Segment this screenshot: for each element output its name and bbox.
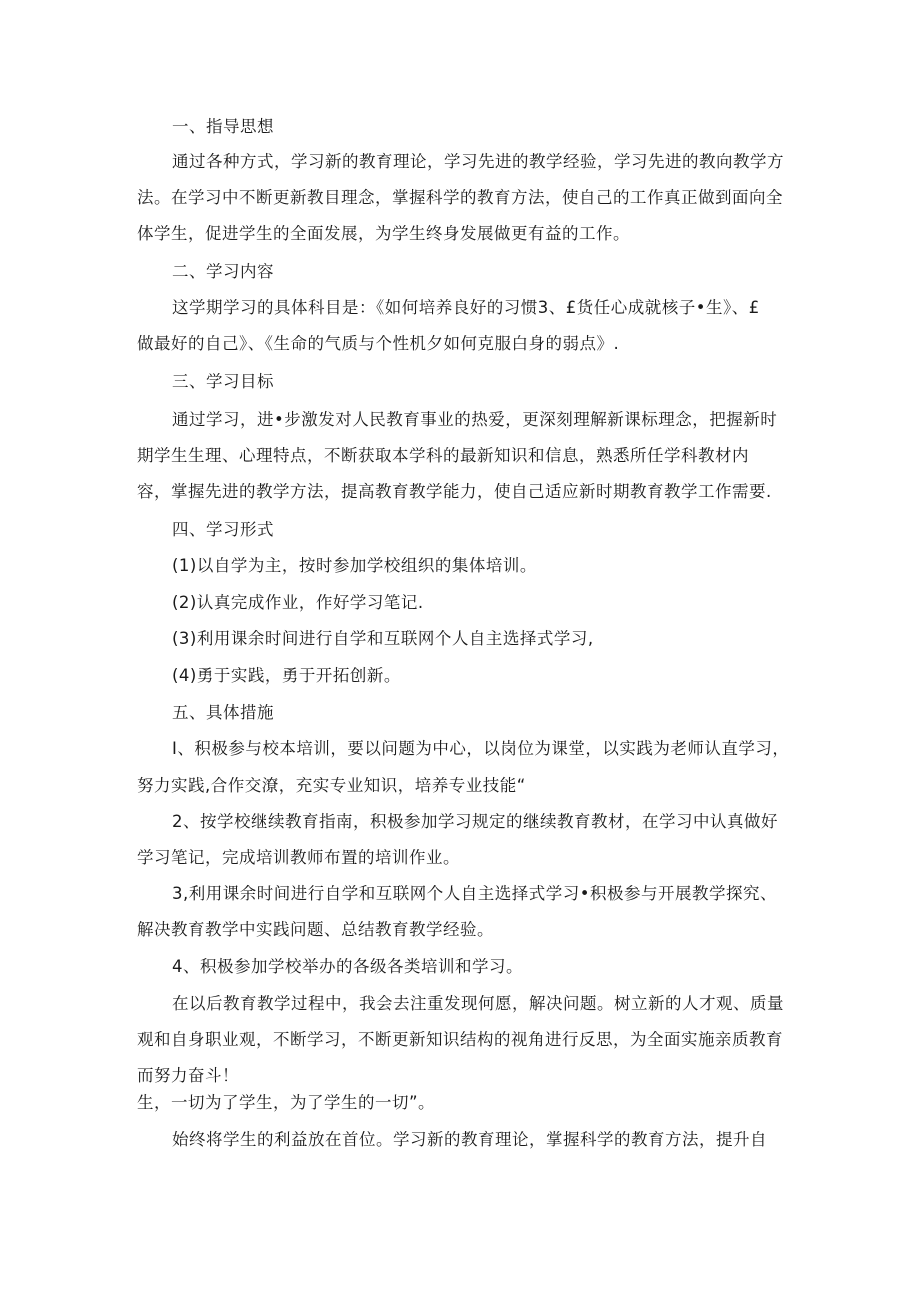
list-item-continuation: 解决教育教学中实践问题、总结教育教学经验。 — [137, 920, 494, 939]
paragraph-line: 通过各种方式，学习新的教育理论，学习先进的教学经验，学习先进的教向教学方 — [172, 152, 784, 171]
paragraph-line: 生，一切为了学生，为了学生的一切”。 — [137, 1093, 436, 1112]
paragraph-line: 而努力奋斗！ — [137, 1066, 239, 1085]
list-item: 2、按学校继续教育指南，积极参加学习规定的继续教育教材，在学习中认真做好 — [172, 812, 778, 831]
paragraph-line: 期学生生理、心理特点，不断获取本学科的最新知识和信息，熟悉所任学科教材内 — [137, 446, 749, 465]
paragraph-line: 观和自身职业观，不断学习，不断更新知识结构的视角进行反思，为全面实施亲质教育 — [137, 1030, 783, 1049]
paragraph-line: 通过学习，进•步激发对人民教育事业的热爱，更深刻理解新课标理念，把握新时 — [172, 410, 778, 429]
heading-specific-measures: 五、具体措施 — [172, 703, 274, 722]
list-item: (2)认真完成作业，作好学习笔记. — [172, 593, 424, 612]
paragraph-line: 体学生，促进学生的全面发展，为学生终身发展做更有益的工作。 — [137, 224, 630, 243]
paragraph-line: 容，掌握先进的教学方法，提高教育教学能力，使自己适应新时期教育教学工作需要. — [137, 482, 772, 501]
list-item: 3,利用课余时间进行自学和互联网个人自主选择式学习•积极参与开展教学探究、 — [172, 884, 777, 903]
list-item: I、积极参与校本培训，要以问题为中心，以岗位为课堂，以实践为老师认直学习， — [172, 739, 790, 758]
paragraph-line: 法。在学习中不断更新教目理念，掌握科学的教育方法，使自己的工作真正做到面向全 — [137, 188, 783, 207]
list-item: 4、积极参加学校举办的各级各类培训和学习。 — [172, 957, 523, 976]
list-item: (4)勇于实践，勇于开拓创新。 — [172, 666, 401, 685]
paragraph-line: 在以后教育教学过程中，我会去注重发现何愿，解决问题。树立新的人才观、质量 — [172, 994, 784, 1013]
paragraph-line: 这学期学习的具体科目是：《如何培养良好的习惯3、£货任心成就核子•生》、£ — [172, 298, 760, 317]
paragraph-line: 始终将学生的利益放在首位。学习新的教育理论，掌握科学的教育方法，提升自 — [172, 1130, 767, 1149]
list-item-continuation: 学习笔记，完成培训教师布置的培训作业。 — [137, 848, 460, 867]
list-item: (1)以自学为主，按时参加学校组织的集体培训。 — [172, 556, 537, 575]
heading-study-content: 二、学习内容 — [172, 262, 274, 281]
list-item: (3)利用课余时间进行自学和互联网个人自主选择式学习, — [172, 629, 594, 648]
heading-study-goals: 三、学习目标 — [172, 372, 274, 391]
paragraph-line: 做最好的自己》、《生命的气质与个性机夕如何克服白身的弱点》. — [137, 334, 620, 353]
heading-study-form: 四、学习形式 — [172, 520, 274, 539]
heading-guiding-ideology: 一、指导思想 — [172, 117, 274, 136]
list-item-continuation: 努力实践,合作交潦，充实专业知识，培养专业技能“ — [137, 776, 526, 795]
